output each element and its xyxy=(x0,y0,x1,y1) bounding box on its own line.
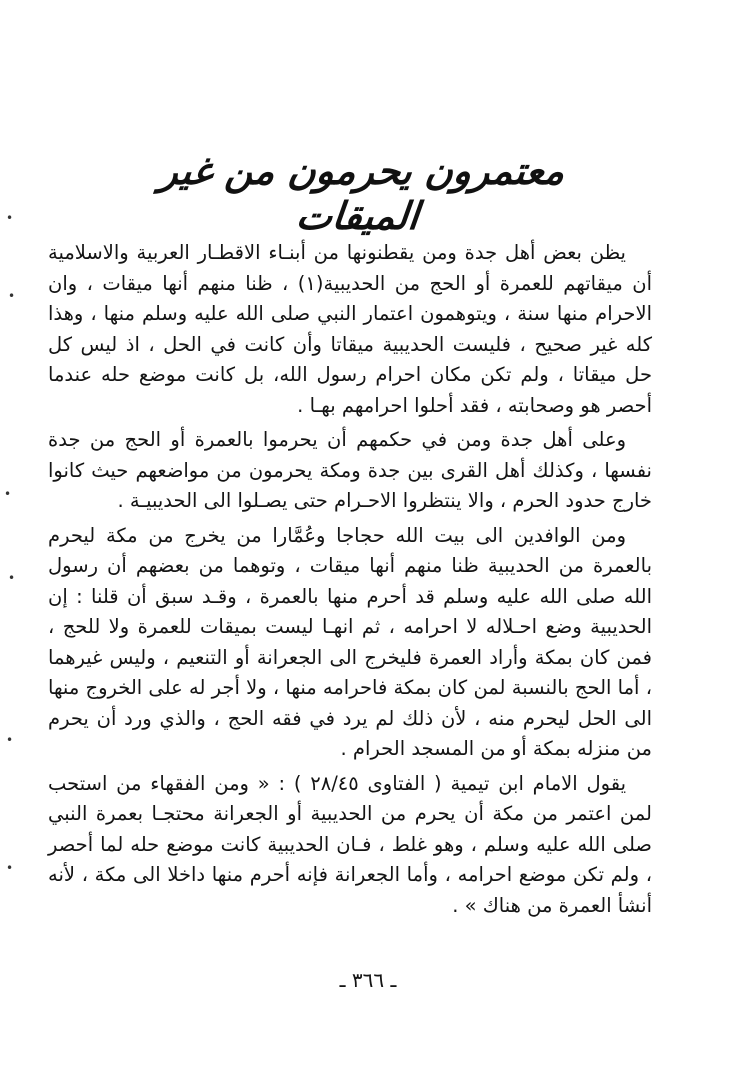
scan-speck: • xyxy=(6,861,14,875)
scan-speck: • xyxy=(8,571,16,585)
paragraph-4: يقول الامام ابن تيمية ( الفتاوى ٢٨/٤٥ ) : « ومن الفقهاء من استحب لمن اعتمر من مكة أن يحرم من الحديبية أو الجعرانة محتجـا بعمرة النبي صلى الله عليه وسلم ، وهو غلط ، فـان الحديبية كانت موضع حله لما أحصر ، ولم تكن موضع احرامه ، وأما الجعرانة فإنه أحرم منها داخلا الى مكة ، لأنه أنشأ العمرة من هناك » . xyxy=(48,771,652,917)
paragraph-2: وعلى أهل جدة ومن في حكمهم أن يحرموا بالعمرة أو الحج من جدة نفسها ، وكذلك أهل القرى بين جدة ومكة يحرمون من مواضعهم حيث كانوا خارج حدود الحرم ، والا ينتظروا الاحـرام حتى يصـلوا الى الحديبيـة . xyxy=(48,428,652,512)
scan-speck: • xyxy=(4,487,12,501)
scan-speck: • xyxy=(6,733,14,747)
scan-speck: • xyxy=(6,211,14,225)
body-text xyxy=(48,238,652,925)
page-title: معتمرون يحرمون من غير الميقات xyxy=(157,148,568,238)
paragraph-1: يظن بعض أهل جدة ومن يقطنونها من أبنـاء الاقطـار العربية والاسلامية أن ميقاتهم للعمرة أو الحج من الحديبية(١) ، ظنا منهم أنها ميقات ، وان الاحرام منها سنة ، ويتوهمون اعتمار النبي صلى الله عليه وسلم منها ، وهذا كله غير صحيح ، فليست الحديبية ميقاتا وأن كانت في الحل ، اذ ليس كل حل ميقاتا ، ولم تكن مكان احرام رسول الله، بل كانت موضع حله عندما أحصر هو وصحابته ، فقد أحلوا احرامهم بهـا . xyxy=(48,241,652,417)
page-number: ـ ٣٦٦ ـ xyxy=(339,968,397,992)
scan-speck: • xyxy=(8,289,16,303)
paragraph-3: ومن الوافدين الى بيت الله حجاجا وعُمَّارا من يخرج من مكة ليحرم بالعمرة من الحديبية ظنا منهم أنها ميقات ، وتوهما من بعضهم أن رسول الله صلى الله عليه وسلم قد أحرم منها بالعمرة ، وقـد سبق أن قلنا : إن الحديبية وضع احـلاله لا احرامه ، ثم انهـا ليست بميقات للعمرة ولا للحج ، فمن كان بمكة وأراد العمرة فليخرج الى الجعرانة أو التنعيم ، وليس غيرهما ، أما الحج بالنسبة لمن كان بمكة فاحرامه منها ، ولا أجر له على الخروج منها الى الحل ليحرم منه ، لأن ذلك لم يرد في فقه الحج ، والذي ورد أن يحرم من منزله بمكة أو من المسجد الحرام . xyxy=(48,523,652,760)
